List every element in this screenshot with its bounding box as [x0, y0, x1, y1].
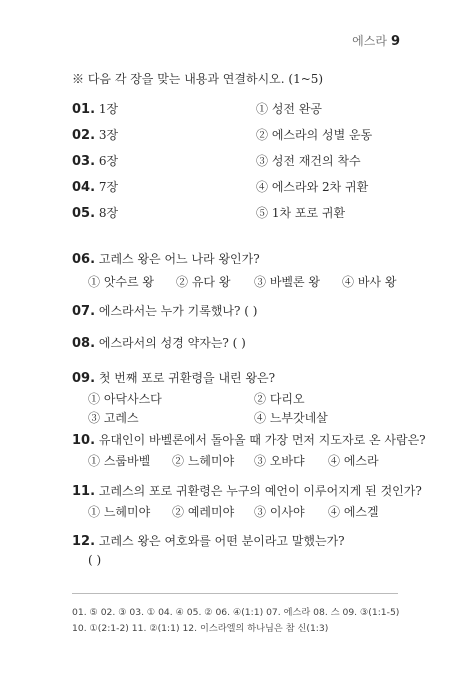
question-text: 에스라서의 성경 약자는? ( ) [98, 336, 246, 350]
question-number: 02. [72, 128, 96, 143]
book-title: 에스라 [352, 34, 387, 48]
question-number: 10. [72, 433, 96, 448]
answer-option: ③ 오바댜 [254, 454, 305, 468]
question-number: 07. [72, 304, 96, 319]
matching-item-2 [72, 126, 412, 144]
answer-option: ② 예레미야 [172, 505, 235, 519]
answer-option: ① 느헤미야 [88, 505, 151, 519]
question-number: 11. [72, 484, 96, 499]
question-number: 12. [72, 534, 96, 549]
question-11 [72, 482, 422, 520]
matching-item-4 [72, 178, 412, 196]
question-number: 01. [72, 102, 96, 117]
question-number: 04. [72, 180, 96, 195]
matching-item-3 [72, 152, 412, 170]
answer-option: ④ 에스라 [328, 454, 379, 468]
answer-option: ① 스룹바벨 [88, 454, 151, 468]
chapter-label: 3장 [98, 128, 119, 142]
page-number: 9 [390, 34, 400, 49]
question-number: 05. [72, 206, 96, 221]
matching-item-5 [72, 204, 412, 222]
question-9 [72, 369, 412, 426]
answer-option: ③ 이사야 [254, 505, 305, 519]
answer-blank: ( ) [88, 553, 102, 567]
question-text: 고레스 왕은 어느 나라 왕인가? [98, 252, 260, 266]
answer-key [72, 605, 402, 637]
question-text: 에스라서는 누가 기록했나? ( ) [98, 304, 258, 318]
answer-option: ① 앗수르 왕 [88, 275, 154, 289]
answer-option: ② 유다 왕 [176, 275, 231, 289]
question-text: 고레스의 포로 귀환령은 누구의 예언이 이루어지게 된 것인가? [98, 484, 422, 498]
answer-key-line: 01. ⑤ 02. ③ 03. ① 04. ④ 05. ② 06. ④(1:1) 07. 에스라 08. 스 09. ③(1:1-5) [72, 607, 400, 618]
matching-option: ④ 에스라와 2차 귀환 [256, 180, 369, 194]
matching-instruction: ※ 다음 각 장을 맞는 내용과 연결하시오. (1~5) [72, 72, 324, 86]
question-number: 09. [72, 371, 96, 386]
matching-option: ② 에스라의 성별 운동 [256, 128, 373, 142]
chapter-label: 7장 [98, 180, 119, 194]
question-10 [72, 431, 426, 469]
matching-option: ③ 성전 재건의 착수 [256, 154, 361, 168]
answer-option: ④ 바사 왕 [342, 275, 397, 289]
matching-option: ① 성전 완공 [256, 102, 322, 116]
answer-option: ④ 에스겔 [328, 505, 379, 519]
question-number: 08. [72, 336, 96, 351]
matching-item-1 [72, 100, 412, 118]
answer-option: ④ 느부갓네살 [254, 411, 328, 425]
question-8 [72, 334, 412, 351]
chapter-label: 1장 [98, 102, 119, 116]
divider [72, 593, 398, 594]
question-number: 03. [72, 154, 96, 169]
question-12 [72, 532, 412, 567]
answer-option: ③ 고레스 [88, 411, 139, 425]
question-text: 유대인이 바벨론에서 돌아올 때 가장 먼저 지도자로 온 사람은? [98, 433, 426, 447]
answer-option: ③ 바벨론 왕 [254, 275, 320, 289]
answer-option: ② 느헤미야 [172, 454, 235, 468]
answer-option: ① 아닥사스다 [88, 392, 162, 406]
question-number: 06. [72, 252, 96, 267]
page-header [352, 32, 400, 49]
answer-option: ② 다리오 [254, 392, 305, 406]
question-6 [72, 250, 412, 290]
chapter-label: 6장 [98, 154, 119, 168]
question-text: 고레스 왕은 여호와를 어떤 분이라고 말했는가? [98, 534, 345, 548]
question-7 [72, 302, 412, 319]
answer-key-line: 10. ①(2:1-2) 11. ②(1:1) 12. 이스라엘의 하나님은 참 신(1:3) [72, 623, 329, 634]
matching-option: ⑤ 1차 포로 귀환 [256, 206, 346, 220]
question-text: 첫 번째 포로 귀환령을 내린 왕은? [98, 371, 276, 385]
chapter-label: 8장 [98, 206, 119, 220]
